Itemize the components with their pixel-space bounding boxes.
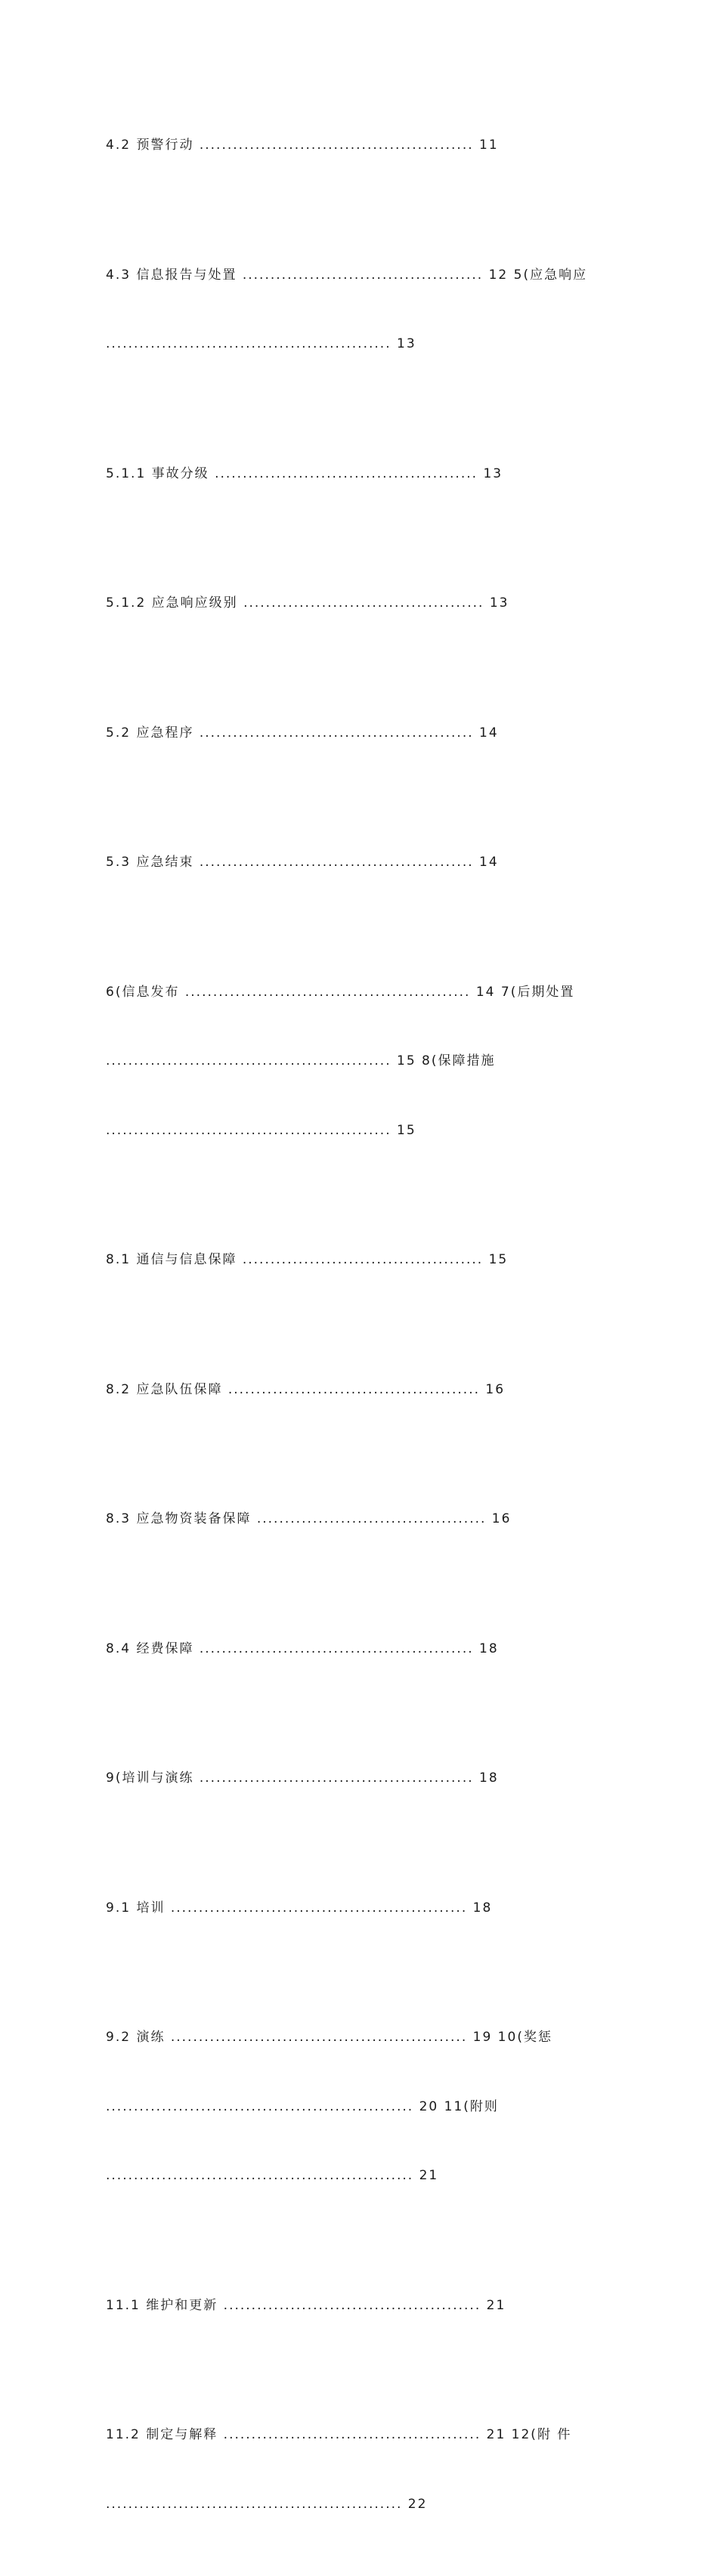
toc-line: 8.2 应急队伍保障 ............................................. 16 <box>106 1381 506 1397</box>
toc-line: 8.1 通信与信息保障 ........................................... 15 <box>106 1252 509 1267</box>
toc-entry-5-3[interactable] <box>106 805 620 920</box>
toc-entry-9-2[interactable] <box>106 1980 620 2234</box>
toc-line: 9.2 演练 ..................................................... 19 10(奖惩 <box>106 2030 552 2045</box>
toc-entry-4-2[interactable] <box>106 88 620 203</box>
toc-line: ..................................................... 22 <box>106 2496 428 2512</box>
toc-entry-5-1-2[interactable] <box>106 546 620 661</box>
toc-entry-9[interactable] <box>106 1721 620 1836</box>
toc-entry-8-2[interactable] <box>106 1332 620 1448</box>
toc-entry-5-2[interactable] <box>106 676 620 791</box>
toc-entry-4-3[interactable] <box>106 218 620 402</box>
toc-line: 5.3 应急结束 ................................................. 14 <box>106 855 499 870</box>
toc-entry-8-4[interactable] <box>106 1591 620 1707</box>
toc-line: 9.1 培训 ..................................................... 18 <box>106 1900 493 1916</box>
toc-entry-8-1[interactable] <box>106 1202 620 1318</box>
toc-line: ....................................................... 21 <box>106 2168 439 2183</box>
toc-entry-11-2[interactable] <box>106 2377 620 2562</box>
toc-entry-9-1[interactable] <box>106 1851 620 1966</box>
toc-line: 11.1 维护和更新 .............................................. 21 <box>106 2297 506 2313</box>
toc-line: ................................................... 13 <box>106 336 416 351</box>
toc-line: 9(培训与演练 ................................................. 18 <box>106 1770 499 1786</box>
toc-line: ................................................... 15 <box>106 1122 416 1138</box>
toc-line: 4.2 预警行动 ................................................. 11 <box>106 138 499 153</box>
toc-line: 4.3 信息报告与处置 ........................................... 12 5(应急响应 <box>106 267 588 283</box>
toc-line: ................................................... 15 8(保障措施 <box>106 1053 496 1068</box>
toc-entry-6[interactable] <box>106 935 620 1189</box>
toc-line: ....................................................... 20 11(附则 <box>106 2098 499 2114</box>
toc-line: 5.1.1 事故分级 ............................................... 13 <box>106 465 503 481</box>
toc-line: 8.3 应急物资装备保障 ......................................... 16 <box>106 1511 512 1526</box>
table-of-contents <box>106 88 620 2576</box>
toc-entry-11-1[interactable] <box>106 2248 620 2364</box>
toc-entry-5-1-1[interactable] <box>106 416 620 532</box>
toc-line: 5.1.2 应急响应级别 ........................................... 13 <box>106 595 509 611</box>
toc-line: 5.2 应急程序 ................................................. 14 <box>106 725 499 741</box>
toc-entry-8-3[interactable] <box>106 1461 620 1577</box>
toc-line: 8.4 经费保障 ................................................. 18 <box>106 1641 499 1656</box>
toc-line: 6(信息发布 ................................................... 14 7(后期处置 <box>106 984 575 1000</box>
toc-line: 11.2 制定与解释 .............................................. 21 12(附 件 <box>106 2427 572 2442</box>
